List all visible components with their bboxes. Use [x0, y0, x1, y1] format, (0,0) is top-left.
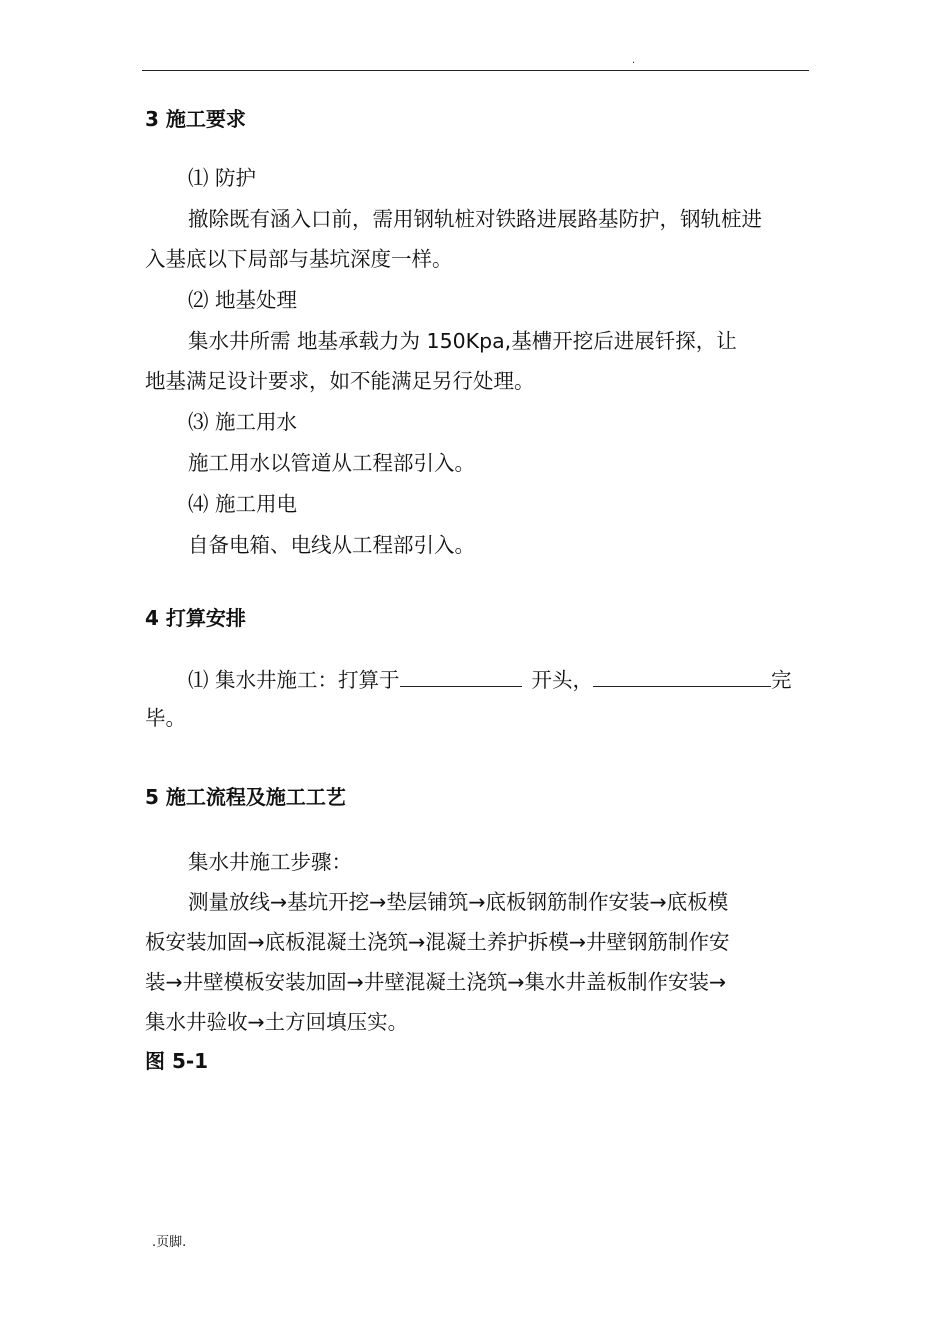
- item-water-label: ⑶ 施工用水: [188, 410, 298, 434]
- schedule-start-word: 开头，: [531, 668, 594, 692]
- flow-line-4: 集水井验收→土方回填压实。: [145, 1010, 409, 1034]
- protection-text-line-2: 入基底以下局部与基坑深度一样。: [145, 247, 453, 271]
- start-date-blank: [400, 664, 522, 687]
- power-text-line-1: 自备电箱、电线从工程部引入。: [188, 533, 475, 557]
- schedule-end-word: 完: [771, 668, 792, 692]
- water-text-line-1: 施工用水以管道从工程部引入。: [188, 451, 475, 475]
- header-mark: .: [632, 55, 636, 66]
- item-protection-label: ⑴ 防护: [188, 166, 257, 190]
- item-power-label: ⑷ 施工用电: [188, 492, 298, 516]
- section-4-title: 4 打算安排: [145, 606, 246, 630]
- protection-text-line-1: 撤除既有涵入口前，需用钢轨桩对铁路进展路基防护，钢轨桩进: [188, 207, 762, 231]
- end-date-blank: [593, 664, 771, 687]
- flow-line-2: 板安装加固→底板混凝土浇筑→混凝土养护拆模→井壁钢筋制作安: [145, 930, 730, 954]
- flow-line-1: 测量放线→基坑开挖→垫层铺筑→底板钢筋制作安装→底板模: [188, 890, 729, 914]
- steps-label: 集水井施工步骤：: [188, 850, 352, 874]
- foundation-text-line-1: 集水井所需 地基承载力为 150Kpa,基槽开挖后进展钎探，让: [188, 329, 737, 353]
- figure-label: 图 5-1: [145, 1049, 209, 1073]
- section-5-title: 5 施工流程及施工工艺: [145, 785, 346, 809]
- schedule-prefix: ⑴ 集水井施工：打算于: [188, 668, 400, 692]
- schedule-line-1: [188, 664, 792, 694]
- page-footer: .页脚.: [152, 1235, 187, 1250]
- header-rule: [142, 70, 809, 71]
- flow-line-3: 装→井壁模板安装加固→井壁混凝土浇筑→集水井盖板制作安装→: [145, 970, 727, 994]
- section-3-title: 3 施工要求: [145, 107, 246, 131]
- item-foundation-label: ⑵ 地基处理: [188, 288, 298, 312]
- foundation-text-line-2: 地基满足设计要求，如不能满足另行处理。: [145, 369, 535, 393]
- schedule-line-2: 毕。: [145, 706, 186, 730]
